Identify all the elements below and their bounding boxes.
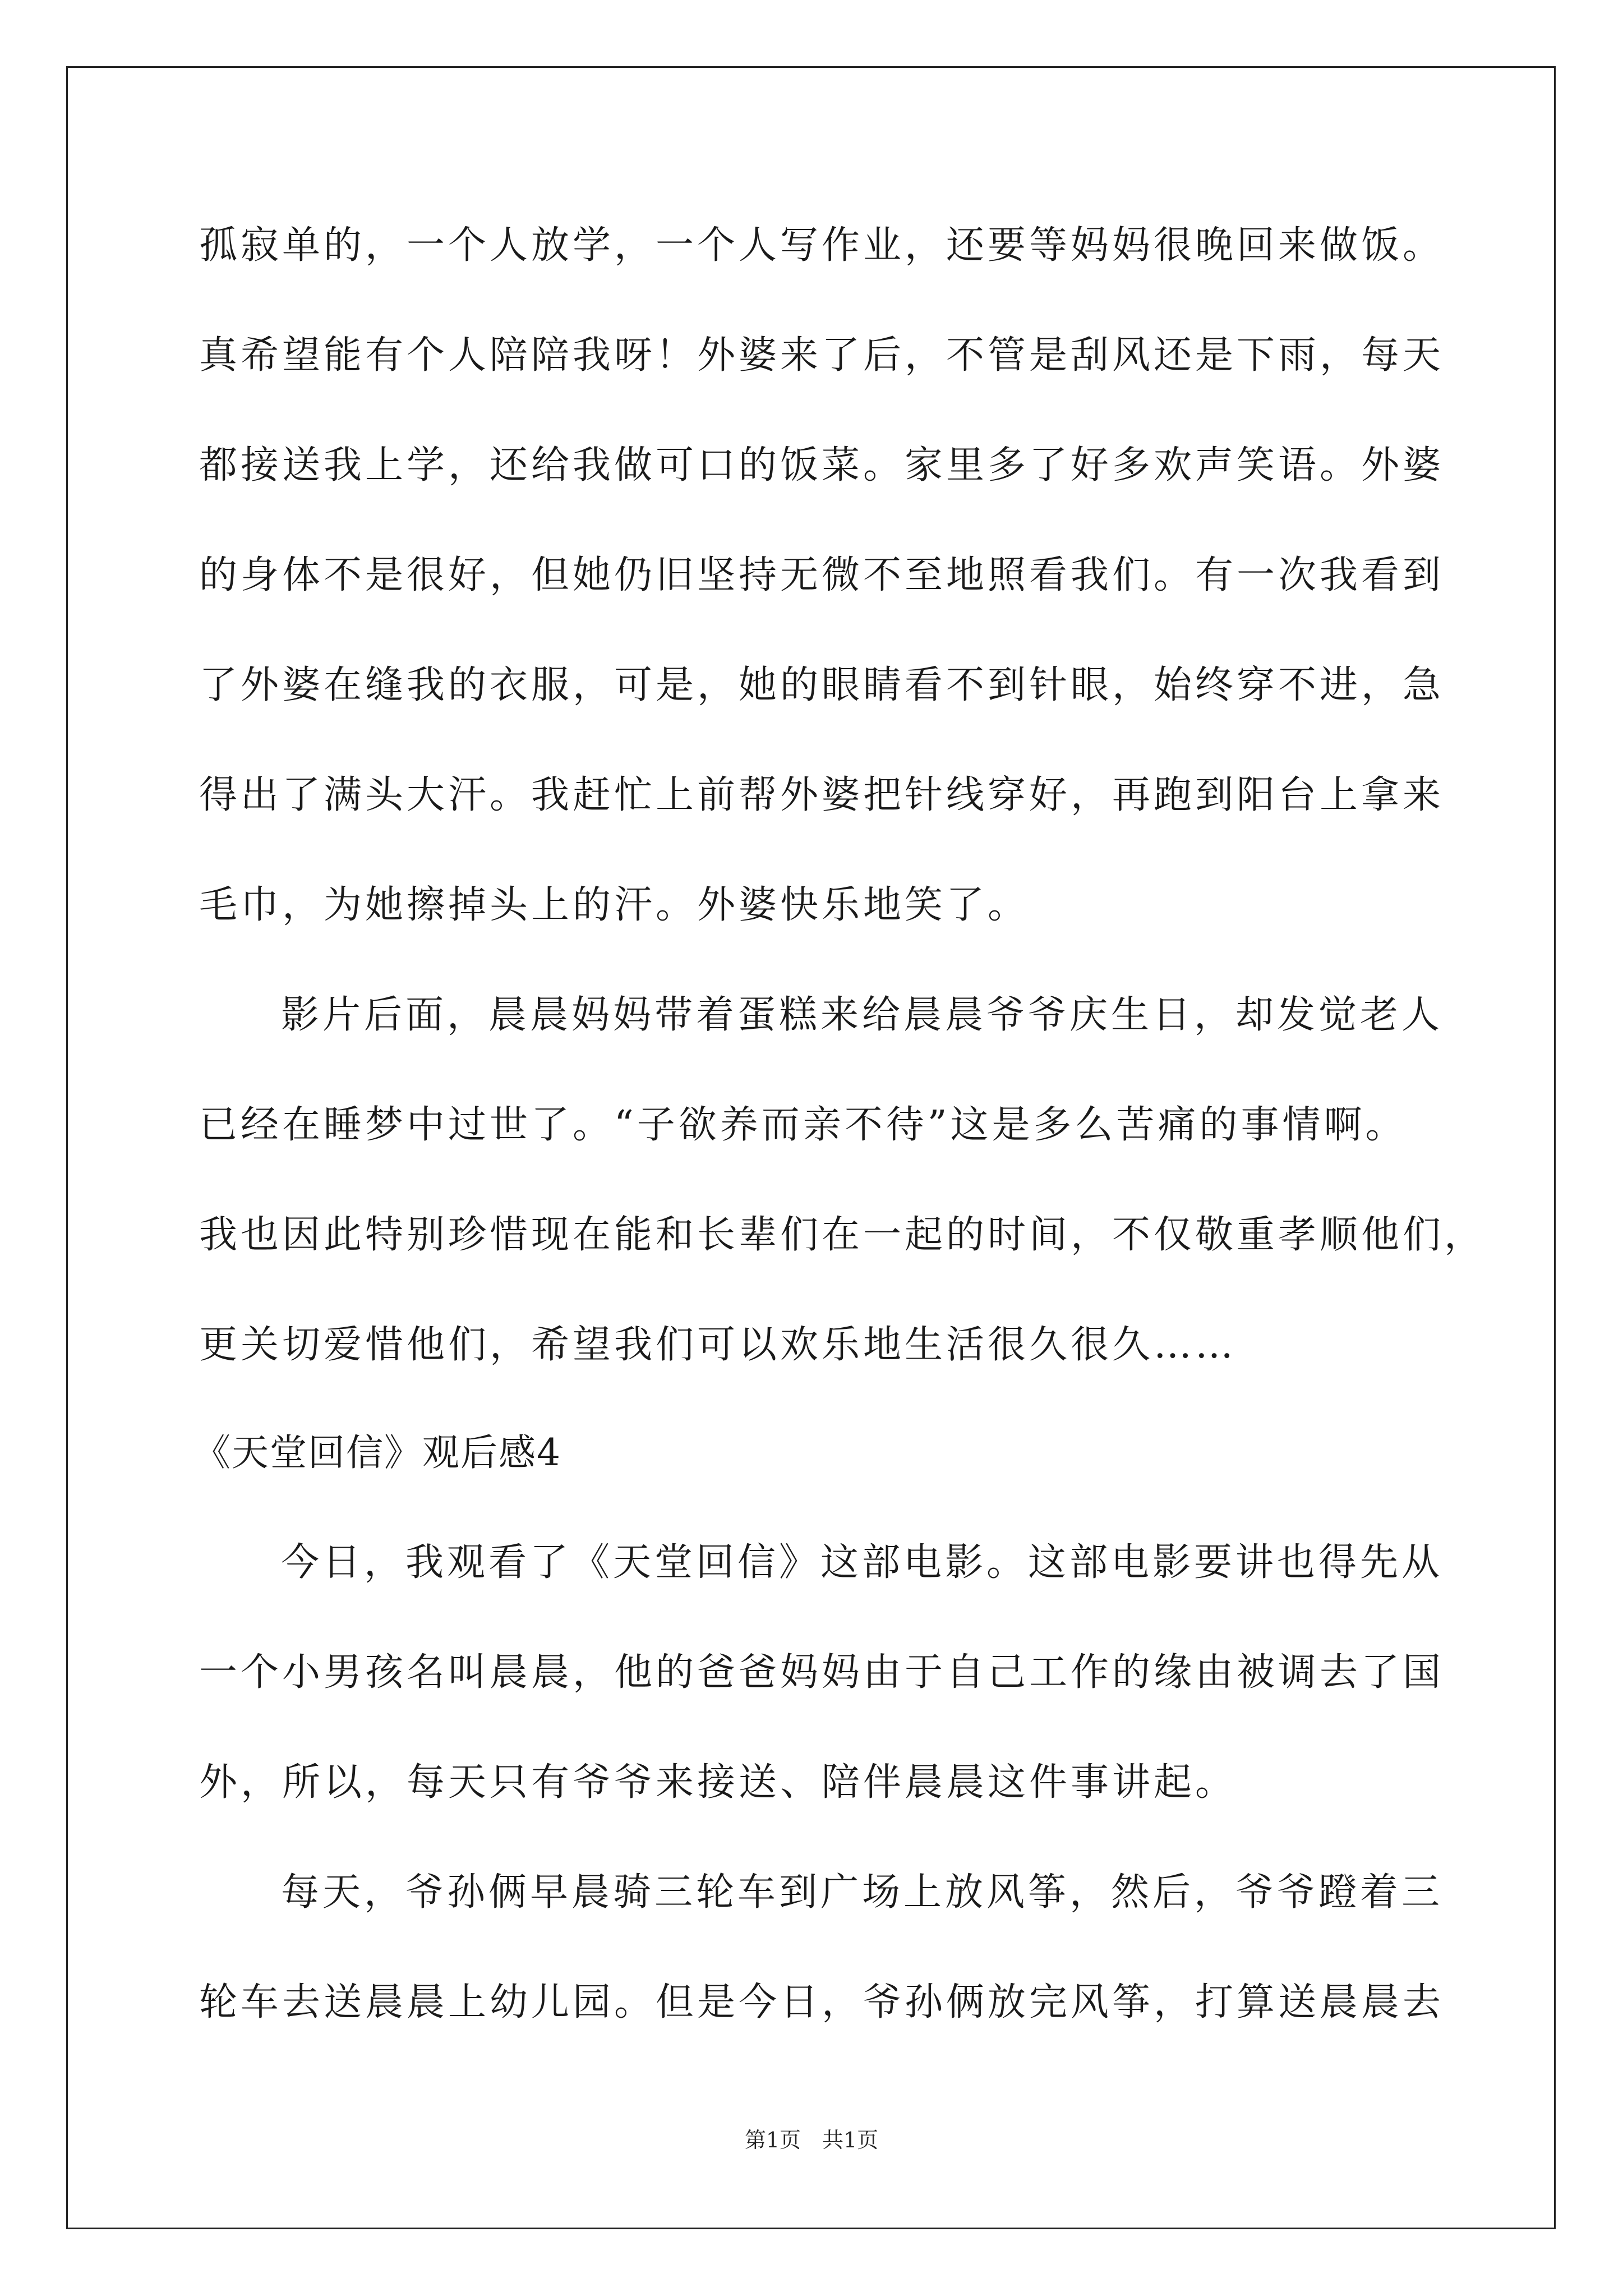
- paragraph-line: 一个小男孩名叫晨晨，他的爸爸妈妈由于自己工作的缘由被调去了国: [199, 1650, 1445, 1695]
- paragraph-line: 更关切爱惜他们，希望我们可以欢乐地生活很久很久……: [199, 1323, 1237, 1367]
- paragraph-line: 轮车去送晨晨上幼儿园。但是今日，爷孙俩放完风筝，打算送晨晨去: [199, 1980, 1445, 2024]
- paragraph-line: 毛巾，为她擦掉头上的汗。外婆快乐地笑了。: [199, 883, 1030, 927]
- paragraph-line: 我也因此特别珍惜现在能和长辈们在一起的时间，不仅敬重孝顺他们，: [199, 1213, 1486, 1257]
- paragraph-line: 真希望能有个人陪陪我呀！外婆来了后，不管是刮风还是下雨，每天: [199, 333, 1445, 378]
- paragraph-line: 都接送我上学，还给我做可口的饭菜。家里多了好多欢声笑语。外婆: [199, 443, 1445, 487]
- section-title: 《天堂回信》观后感4: [193, 1431, 561, 1474]
- paragraph-line: 已经在睡梦中过世了。“子欲养而亲不待”这是多么苦痛的事情啊。: [199, 1103, 1407, 1147]
- paragraph-line: 外，所以，每天只有爷爷来接送、陪伴晨晨这件事讲起。: [199, 1760, 1237, 1805]
- paragraph-line: 影片后面，晨晨妈妈带着蛋糕来给晨晨爷爷庆生日，却发觉老人: [281, 993, 1444, 1037]
- paragraph-line: 的身体不是很好，但她仍旧坚持无微不至地照看我们。有一次我看到: [199, 553, 1445, 597]
- page-footer: 第1页 共1页: [744, 2128, 879, 2152]
- paragraph-line: 得出了满头大汗。我赶忙上前帮外婆把针线穿好，再跑到阳台上拿来: [199, 773, 1445, 817]
- paragraph-line: 孤寂单的，一个人放学，一个人写作业，还要等妈妈很晚回来做饭。: [199, 223, 1445, 268]
- paragraph-line: 了外婆在缝我的衣服，可是，她的眼睛看不到针眼，始终穿不进，急: [199, 663, 1445, 707]
- paragraph-line: 每天，爷孙俩早晨骑三轮车到广场上放风筝，然后，爷爷蹬着三: [281, 1870, 1444, 1915]
- paragraph-line: 今日，我观看了《天堂回信》这部电影。这部电影要讲也得先从: [281, 1540, 1444, 1585]
